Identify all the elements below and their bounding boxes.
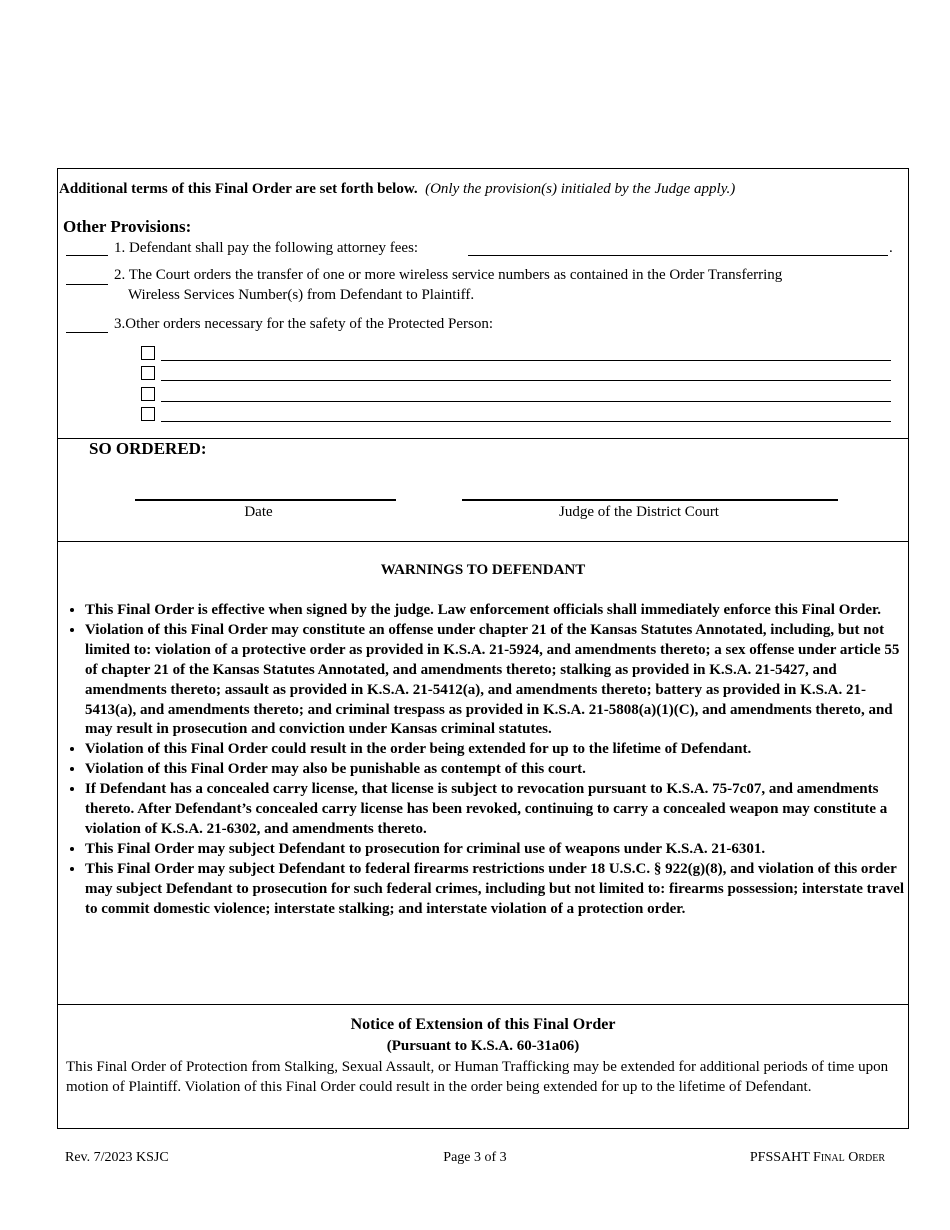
- notice-body: This Final Order of Protection from Stalking, Sexual Assault, or Human Trafficking may be extended for additional periods of time upon motion of Plaintiff. Violation of this Final Order could result in the order being extended for up to the lifetime of Defendant.: [66, 1059, 889, 1095]
- warning-item: • This Final Order may subject Defendant to federal firearms restrictions under 18 U.S.C. § 922(g)(8), and violation of this order may subject Defendant to prosecution for such federal crimes, including but not limited to: firearms possession; interstate travel to commit domestic violence; interstate stalking; and interstate violation of a protection order.: [85, 860, 915, 920]
- other-order-checkbox[interactable]: [141, 407, 155, 421]
- date-label: Date: [244, 504, 273, 520]
- other-order-checkbox[interactable]: [141, 387, 155, 401]
- other-order-line[interactable]: [161, 401, 891, 402]
- terms-heading: [59, 181, 735, 198]
- item1-text: 1. Defendant shall pay the following attorney fees:: [114, 240, 419, 256]
- other-order-line[interactable]: [161, 360, 891, 361]
- other-order-line[interactable]: [161, 421, 891, 422]
- revision-label: Rev. 7/2023 KSJC: [65, 1150, 169, 1165]
- judge-label: Judge of the District Court: [559, 504, 719, 520]
- other-provisions-heading: Other Provisions:: [63, 217, 192, 236]
- terms-heading-italic: (Only the provision(s) initialed by the Judge apply.): [425, 181, 736, 197]
- warning-item: • Violation of this Final Order may also be punishable as contempt of this court.: [85, 760, 915, 780]
- form-name: PFSSAHT Final Order: [749, 1150, 885, 1165]
- judge-signature-line[interactable]: [462, 499, 838, 501]
- warnings-list: [70, 601, 915, 920]
- warning-item: • This Final Order may subject Defendant to prosecution for criminal use of weapons under K.S.A. 21-6301.: [85, 840, 915, 860]
- warning-item: • Violation of this Final Order may constitute an offense under chapter 21 of the Kansas Statutes Annotated, including, but not limited to: violation of a protective order as provided in K.S.A. 21-5924, and amendments thereto; a sex offense under article 55 of chapter 21 of the Kansas Statutes Annotated, and amendments thereto; stalking as provided in K.S.A. 21-5427, and amendments thereto; assault as provided in K.S.A. 21-5412(a), and amendments thereto; battery as provided in K.S.A. 21-5413(a), and amendments thereto; and criminal trespass as provided in K.S.A. 21-5808(a)(1)(C), and amendments thereto, and may result in prosecution and conviction under Kansas criminal statutes.: [85, 621, 915, 740]
- warning-item: • This Final Order is effective when signed by the judge. Law enforcement officials shall immediately enforce this Final Order.: [85, 601, 915, 621]
- notice-subtitle: (Pursuant to K.S.A. 60-31a06): [386, 1038, 580, 1054]
- attorney-fees-line[interactable]: [468, 255, 888, 256]
- warning-item: • If Defendant has a concealed carry license, that license is subject to revocation pursuant to K.S.A. 75-7c07, and amendments thereto. After Defendant’s concealed carry license has been revoked, continuing to carry a concealed weapon may constitute a violation of K.S.A. 21-6302, and amendments thereto.: [85, 780, 915, 840]
- date-signature-line[interactable]: [135, 499, 396, 501]
- item2-text-line1: 2. The Court orders the transfer of one or more wireless service numbers as contained in the Order Transferring: [114, 267, 783, 283]
- page-number: Page 3 of 3: [443, 1150, 507, 1165]
- item2-text-line2: Wireless Services Number(s) from Defendant to Plaintiff.: [128, 287, 475, 303]
- warnings-title: WARNINGS TO DEFENDANT: [380, 562, 586, 578]
- other-order-line[interactable]: [161, 380, 891, 381]
- item1-period: .: [889, 240, 893, 256]
- so-ordered-title: SO ORDERED:: [89, 439, 207, 458]
- other-order-checkbox[interactable]: [141, 346, 155, 360]
- notice-title: Notice of Extension of this Final Order: [350, 1016, 616, 1033]
- other-order-checkbox[interactable]: [141, 366, 155, 380]
- item2-initial-line[interactable]: [66, 284, 108, 285]
- warning-item: • Violation of this Final Order could result in the order being extended for up to the lifetime of Defendant.: [85, 740, 915, 760]
- item1-initial-line[interactable]: [66, 255, 108, 256]
- item3-initial-line[interactable]: [66, 332, 108, 333]
- terms-heading-bold: Additional terms of this Final Order are set forth below.: [59, 181, 418, 197]
- item3-text: 3.Other orders necessary for the safety of the Protected Person:: [114, 316, 494, 332]
